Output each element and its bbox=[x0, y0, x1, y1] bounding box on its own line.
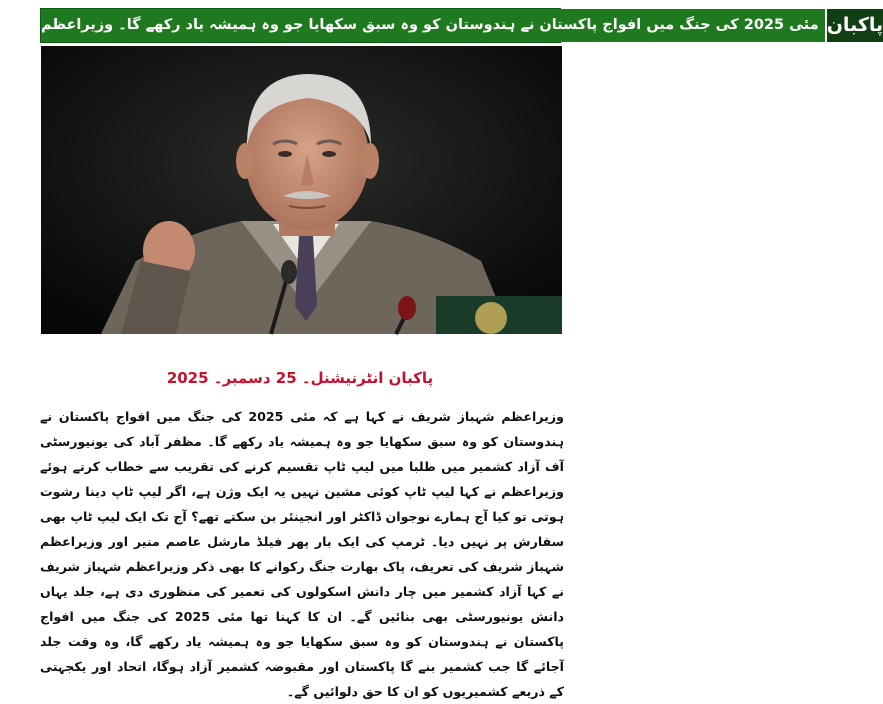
headline-banner bbox=[40, 8, 883, 43]
news-photo bbox=[41, 46, 562, 334]
dateline: پاکبان انٹرنیشنل۔ 25 دسمبر۔ 2025 bbox=[166, 369, 434, 387]
article-body: وزیراعظم شہباز شریف نے کہا ہے کہ مئی 2025 کی جنگ میں افواج پاکستان نے ہندوستان کو وہ سبق سکھایا جو وہ ہمیشہ یاد رکھے گا۔ مظفر آباد کی یونیورسٹی آف آزاد کشمیر میں طلبا میں لیپ ٹاپ تقسیم کرنے کی تقریب سے خطاب کرتے ہوئے وزیراعظم نے کہا لیپ ٹاپ کوئی مشین نہیں یہ ایک وژن ہے، اگر لیپ ٹاپ دینا رشوت ہوتی تو کیا آج ہمارے نوجوان ڈاکٹر اور انجینئر بن سکتے تھے؟ آج تک ایک لیپ ٹاپ بھی سفارش پر نہیں دیا۔ ٹرمپ کی ایک بار پھر فیلڈ مارشل عاصم منیر اور وزیراعظم شہباز شریف کی تعریف، پاک بھارت جنگ رکوانے کا بھی ذکر وزیراعظم شہباز شریف نے کہا آزاد کشمیر میں چار دانش اسکولوں کی تعمیر کی منظوری دی ہے، جلد یہاں دانش یونیورسٹی بھی بنائیں گے۔ ان کا کہنا تھا مئی 2025 کی جنگ میں افواج پاکستان نے ہندوستان کو وہ سبق سکھایا جو وہ ہمیشہ یاد رکھے گا، وہ وقت جلد آجائے گا جب کشمیر بنے گا پاکستان اور مقبوضہ کشمیر آزاد ہوگا، اتحاد اور یکجہتی کے ذریعے کشمیریوں کو ان کا حق دلوائیں گے۔ bbox=[40, 409, 564, 699]
speaker-illustration bbox=[41, 46, 562, 334]
brand-logo: پاکبان bbox=[825, 9, 883, 42]
headline-text: مئی 2025 کی جنگ میں افواج پاکستان نے ہندوستان کو وہ سبق سکھایا جو وہ ہمیشہ یاد رکھے گا۔ وزیراعظم bbox=[41, 9, 825, 42]
